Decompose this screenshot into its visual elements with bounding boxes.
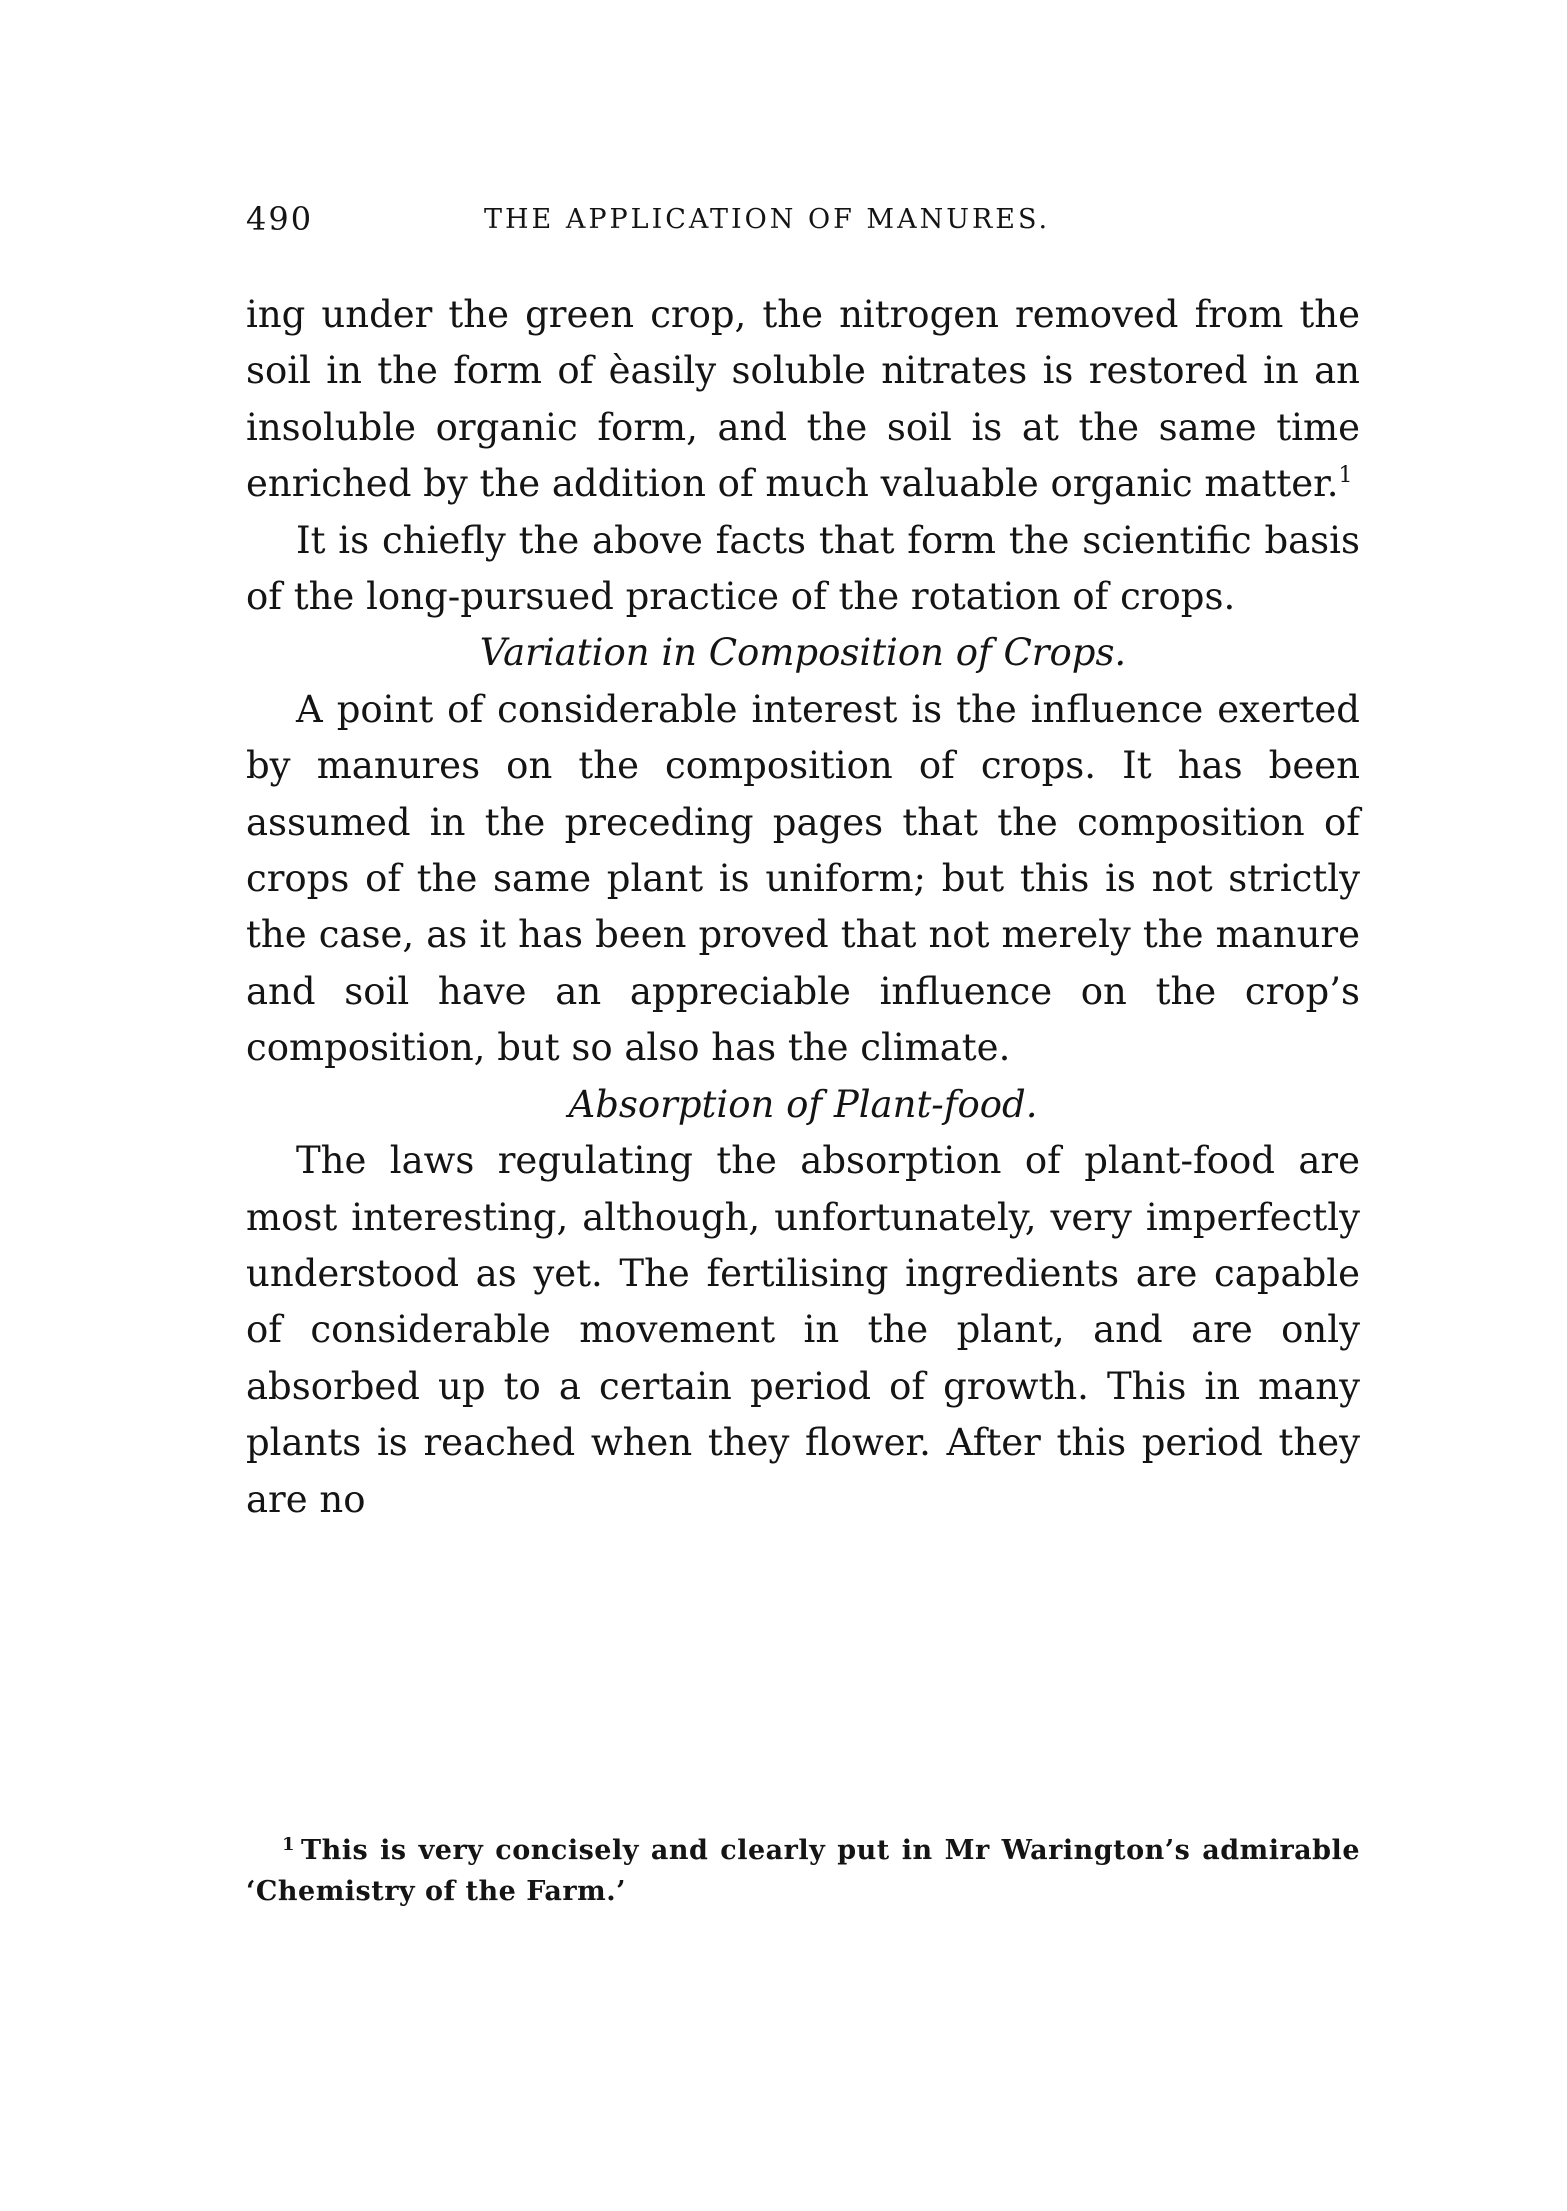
footnote-text: This is very concisely and clearly put in Mr Warington’s admirable ‘Chemistry of the Farm.’	[246, 1835, 1360, 1907]
paragraph: It is chiefly the above facts that form the scientific basis of the long-pursued practice of the rotation of crops.	[246, 518, 1360, 619]
footnote-marker: 1	[282, 1834, 296, 1855]
running-header	[246, 200, 1378, 250]
paragraph: The laws regulating the absorption of plant-food are most interesting, although, unfortunately, very imperfectly understood as yet. The fertilising ingredients are capable of considerable movement in the plant, and are only absorbed up to a certain period of growth. This in many plants is reached when they flower. After this period they are no	[246, 1139, 1360, 1521]
paragraph	[246, 287, 1360, 513]
footnote	[246, 1830, 1360, 1912]
section-heading: Variation in Composition of Crops.	[479, 631, 1127, 675]
body-text	[246, 287, 1360, 1528]
running-title: THE APPLICATION OF MANURES.	[484, 204, 1051, 235]
paragraph: A point of considerable interest is the influence exerted by manures on the composition of crops. It has been assumed in the preceding pages that the composition of crops of the same plant is uniform; but this is not strictly the case, as it has been proved that not merely the manure and soil have an appreciable influence on the crop’s composition, but so also has the climate.	[246, 687, 1360, 1070]
section-heading: Absorption of Plant-food.	[568, 1082, 1038, 1126]
paragraph-text: ing under the green crop, the nitrogen removed from the soil in the form of èasily soluble nitrates is restored in an insoluble organic form, and the soil is at the same time enriched by the addition of much valuable organic matter.	[246, 293, 1360, 506]
footnote-reference: 1	[1338, 463, 1353, 489]
page-number: 490	[246, 200, 314, 238]
